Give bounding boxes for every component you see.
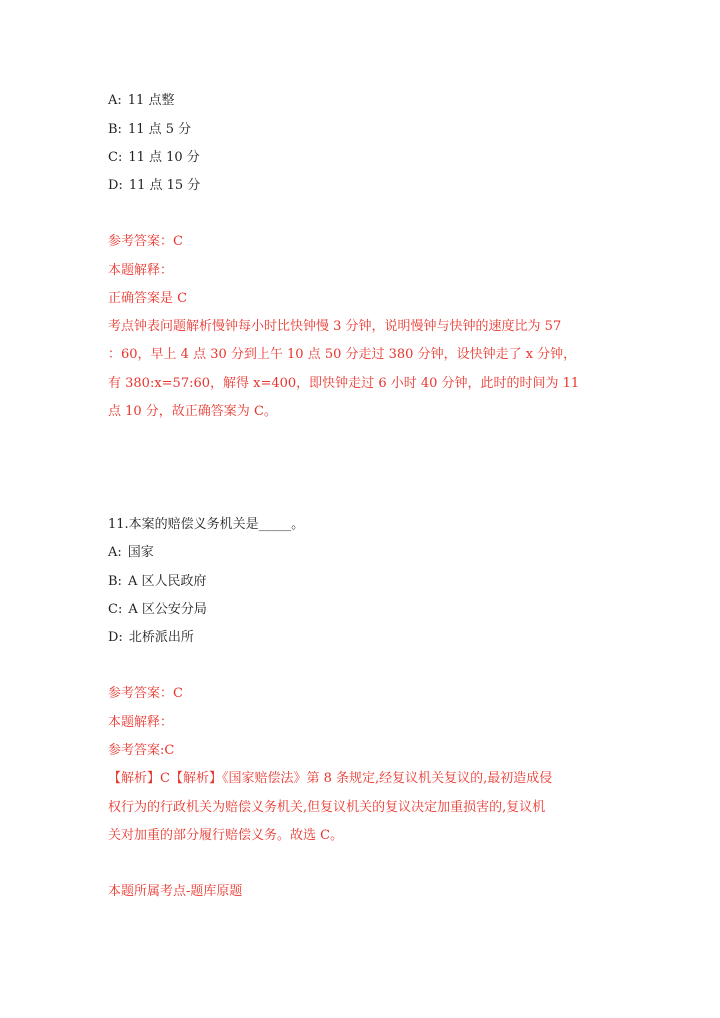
q11-option-b: B: A 区人民政府	[108, 574, 207, 589]
q10-explanation-line-3: 有 380:x=57:60，解得 x=400，即快钟走过 6 小时 40 分钟，此时的时间为 11	[108, 376, 580, 391]
q10-option-c: C: 11 点 10 分	[108, 150, 200, 165]
q11-ref-answer: 参考答案:C	[108, 743, 175, 758]
q10-option-b: B: 11 点 5 分	[108, 122, 192, 137]
q10-option-a: A: 11 点整	[108, 93, 175, 108]
q10-explanation-line-2: ：60，早上 4 点 30 分到上午 10 点 50 分走过 380 分钟，设快钟走了 x 分钟，	[108, 347, 577, 362]
q10-explanation-line-1: 考点钟表问题解析慢钟每小时比快钟慢 3 分钟，说明慢钟与快钟的速度比为 57	[108, 319, 562, 334]
q11-explain-label: 本题解释：	[108, 715, 174, 730]
q10-answer-label: 参考答案：C	[108, 234, 183, 249]
topic-source-note: 本题所属考点-题库原题	[108, 884, 243, 899]
q11-explanation-line-3: 关对加重的部分履行赔偿义务。故选 C。	[108, 828, 344, 843]
q11-explanation-line-1: 【解析】C【解析】《国家赔偿法》第 8 条规定,经复议机关复议的,最初造成侵	[108, 771, 553, 786]
q11-answer-label: 参考答案：C	[108, 686, 183, 701]
q11-option-c: C: A 区公安分局	[108, 602, 207, 617]
q11-option-a: A: 国家	[108, 545, 154, 560]
q10-explanation-line-4: 点 10 分，故正确答案为 C。	[108, 404, 277, 419]
q11-question: 11.本案的赔偿义务机关是_____。	[108, 517, 305, 532]
q10-explain-label: 本题解释：	[108, 263, 174, 278]
q11-explanation-line-2: 权行为的行政机关为赔偿义务机关,但复议机关的复议决定加重损害的,复议机	[108, 800, 546, 815]
q10-option-d: D: 11 点 15 分	[108, 178, 201, 193]
q10-correct-line: 正确答案是 C	[108, 291, 188, 306]
q11-option-d: D: 北桥派出所	[108, 630, 194, 645]
